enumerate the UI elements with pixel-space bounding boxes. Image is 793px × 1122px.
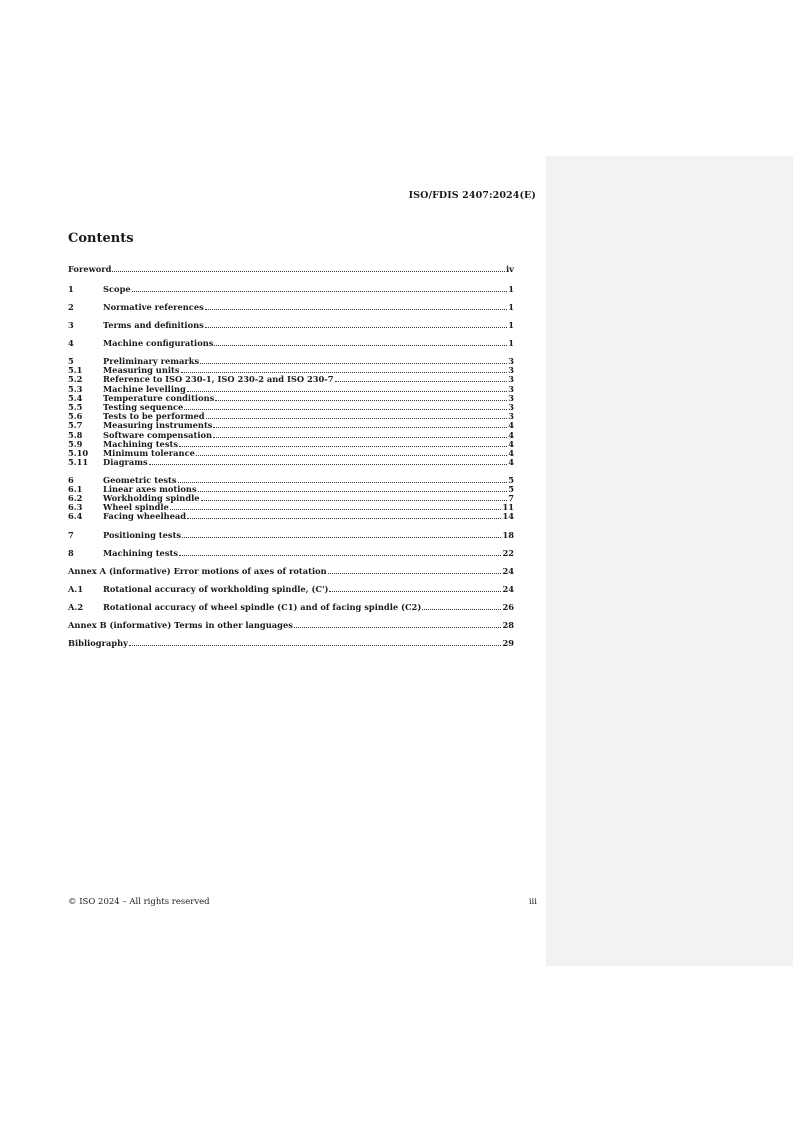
toc-entry-title: Terms and definitions [103, 320, 204, 330]
toc-dot-leader [179, 440, 507, 447]
toc-entry[interactable] [68, 321, 514, 330]
toc-entry-number: 3 [68, 320, 74, 330]
toc-entry-title: Bibliography [68, 637, 129, 648]
toc-dot-leader [201, 494, 508, 501]
toc-entry[interactable] [68, 531, 514, 540]
toc-entry-page: 4 [508, 448, 514, 458]
toc-entry-number: 6.2 [68, 492, 83, 503]
toc-entry-title: Minimum tolerance [103, 448, 195, 458]
toc-entry-title: Reference to ISO 230-1, ISO 230-2 and ISO 230-7 [103, 374, 334, 385]
toc-entry-number: 5.6 [68, 411, 83, 422]
toc-entry-page: 1 [508, 284, 514, 294]
toc-dot-leader [187, 512, 501, 519]
toc-entry-number: 2 [68, 302, 74, 312]
toc-dot-leader [129, 639, 501, 646]
toc-entry-page: 3 [508, 411, 514, 422]
toc-entry-number: 6.4 [68, 511, 83, 522]
toc-entry[interactable] [68, 303, 514, 312]
footer-page-number: iii [528, 897, 537, 907]
toc-entry[interactable] [68, 621, 514, 630]
toc-entry-title: Linear axes motions [103, 483, 197, 494]
toc-entry-number: 5.5 [68, 402, 83, 412]
toc-dot-leader [328, 567, 502, 574]
toc-entry-page: 24 [502, 565, 514, 576]
toc-entry-page: 1 [508, 320, 514, 330]
toc-entry-title: Measuring instruments [103, 420, 213, 431]
toc-entry-page: 3 [508, 402, 514, 412]
toc-entry-title: Machining tests [103, 438, 178, 449]
toc-entry-page: 3 [508, 392, 514, 403]
toc-dot-leader [294, 621, 502, 628]
toc-entry-title: Machine levelling [103, 383, 186, 394]
toc-entry-page: 3 [508, 365, 514, 376]
document-id: ISO/FDIS 2407:2024(E) [408, 190, 536, 201]
toc-entry-page: 3 [508, 383, 514, 394]
toc-dot-leader [187, 385, 507, 392]
toc-dot-leader [206, 412, 508, 419]
toc-entry[interactable] [68, 458, 514, 467]
toc-entry-title: Machine configurations [103, 338, 214, 348]
toc-entry-page: 5 [508, 483, 514, 494]
toc-entry-title: Wheel spindle [103, 502, 169, 513]
toc-dot-leader [132, 285, 508, 292]
toc-entry-title: Machining tests [103, 547, 178, 558]
toc-dot-leader [205, 303, 507, 310]
toc-dot-leader [179, 549, 501, 556]
toc-entry-page: 1 [508, 302, 514, 312]
toc-entry-title: Scope [103, 284, 131, 294]
toc-entry-number: 5.1 [68, 365, 83, 376]
toc-dot-leader [196, 449, 507, 456]
toc-entry-title: Annex B (informative) Terms in other languages [68, 620, 293, 630]
toc-entry[interactable] [68, 603, 514, 612]
toc-dot-leader [215, 394, 507, 401]
toc-entry-number: 5.10 [68, 448, 89, 458]
toc-entry-page: 18 [502, 529, 514, 540]
toc-entry[interactable] [68, 567, 514, 576]
toc-dot-leader [149, 458, 507, 465]
toc-entry[interactable] [68, 285, 514, 294]
toc-entry-page: 4 [508, 457, 514, 468]
toc-entry-title: Geometric tests [103, 474, 177, 485]
toc-entry-title: Temperature conditions [103, 392, 215, 403]
toc-dot-leader [214, 339, 507, 346]
toc-entry-number: 5.2 [68, 374, 83, 385]
toc-dot-leader [422, 603, 501, 610]
contents-title: Contents [68, 231, 134, 246]
toc-entry-number: 5.8 [68, 429, 83, 440]
toc-entry-page: 4 [508, 420, 514, 431]
toc-entry-title: Normative references [103, 302, 204, 312]
toc-entry-title: Positioning tests [103, 529, 182, 540]
toc-entry-number: 6.3 [68, 502, 83, 513]
toc-entry[interactable] [68, 585, 514, 594]
toc-entry-title: Foreword [68, 264, 112, 274]
toc-entry-page: 4 [508, 438, 514, 449]
toc-dot-leader [198, 485, 508, 492]
toc-entry-title: Measuring units [103, 365, 180, 376]
toc-entry[interactable] [68, 549, 514, 558]
toc-entry-number: 5.3 [68, 383, 83, 394]
toc-entry-title: Preliminary remarks [103, 356, 200, 366]
toc-entry-page: 22 [502, 547, 514, 558]
toc-entry[interactable] [68, 512, 514, 521]
toc-entry-title: Annex A (informative) Error motions of axes of rotation [68, 565, 327, 576]
toc-entry-title: Rotational accuracy of wheel spindle (C1) and of facing spindle (C2) [103, 602, 422, 612]
toc-dot-leader [329, 585, 501, 592]
toc-entry-number: 6 [68, 474, 74, 485]
toc-entry-title: Diagrams [103, 457, 148, 468]
toc-entry-number: 5 [68, 356, 74, 366]
toc-entry-page: iv [506, 264, 514, 274]
toc-entry-number: 5.11 [68, 457, 89, 468]
toc-entry[interactable] [68, 639, 514, 648]
toc-entry-title: Tests to be performed [103, 411, 205, 422]
toc-entry-number: 6.1 [68, 483, 83, 494]
toc-entry-page: 3 [508, 374, 514, 385]
toc-dot-leader [205, 321, 507, 328]
toc-entry-title: Workholding spindle [103, 492, 200, 503]
toc-dot-leader [112, 265, 505, 272]
toc-entry-page: 29 [502, 637, 514, 648]
toc-entry-page: 28 [502, 620, 514, 630]
toc-entry-page: 26 [502, 602, 514, 612]
toc-entry-page: 14 [502, 511, 514, 522]
toc-entry-page: 11 [502, 502, 514, 513]
toc-entry-number: 5.4 [68, 392, 83, 403]
toc-entry-page: 3 [508, 356, 514, 366]
toc-entry-number: 8 [68, 547, 74, 558]
toc-entry-number: A.2 [68, 602, 84, 612]
toc-entry-number: 4 [68, 338, 74, 348]
toc-dot-leader [170, 503, 502, 510]
toc-entry-page: 4 [508, 429, 514, 440]
toc-entry-number: 5.9 [68, 438, 83, 449]
toc-entry-page: 1 [508, 338, 514, 348]
toc-entry-number: 1 [68, 284, 74, 294]
toc-entry-title: Facing wheelhead [103, 511, 187, 522]
toc-entry[interactable] [68, 339, 514, 348]
toc-entry-number: 5.7 [68, 420, 83, 431]
toc-dot-leader [335, 375, 508, 382]
toc-entry-page: 5 [508, 474, 514, 485]
toc-dot-leader [200, 357, 507, 364]
toc-entry-title: Software compensation [103, 429, 213, 440]
toc-entry-number: 7 [68, 529, 74, 540]
toc-dot-leader [182, 531, 501, 538]
toc-entry-page: 7 [508, 492, 514, 503]
toc-dot-leader [178, 476, 508, 483]
toc-dot-leader [213, 431, 507, 438]
toc-entry-number: A.1 [68, 583, 84, 594]
toc-dot-leader [184, 403, 507, 410]
toc-entry-title: Testing sequence [103, 402, 184, 412]
footer-copyright: © ISO 2024 – All rights reserved [68, 897, 210, 907]
comment-pane [546, 156, 793, 966]
toc-entry-title: Rotational accuracy of workholding spindle, (C') [103, 583, 329, 594]
toc-dot-leader [213, 421, 507, 428]
toc-entry[interactable] [68, 265, 514, 274]
toc-dot-leader [181, 366, 508, 373]
toc-entry-page: 24 [502, 583, 514, 594]
